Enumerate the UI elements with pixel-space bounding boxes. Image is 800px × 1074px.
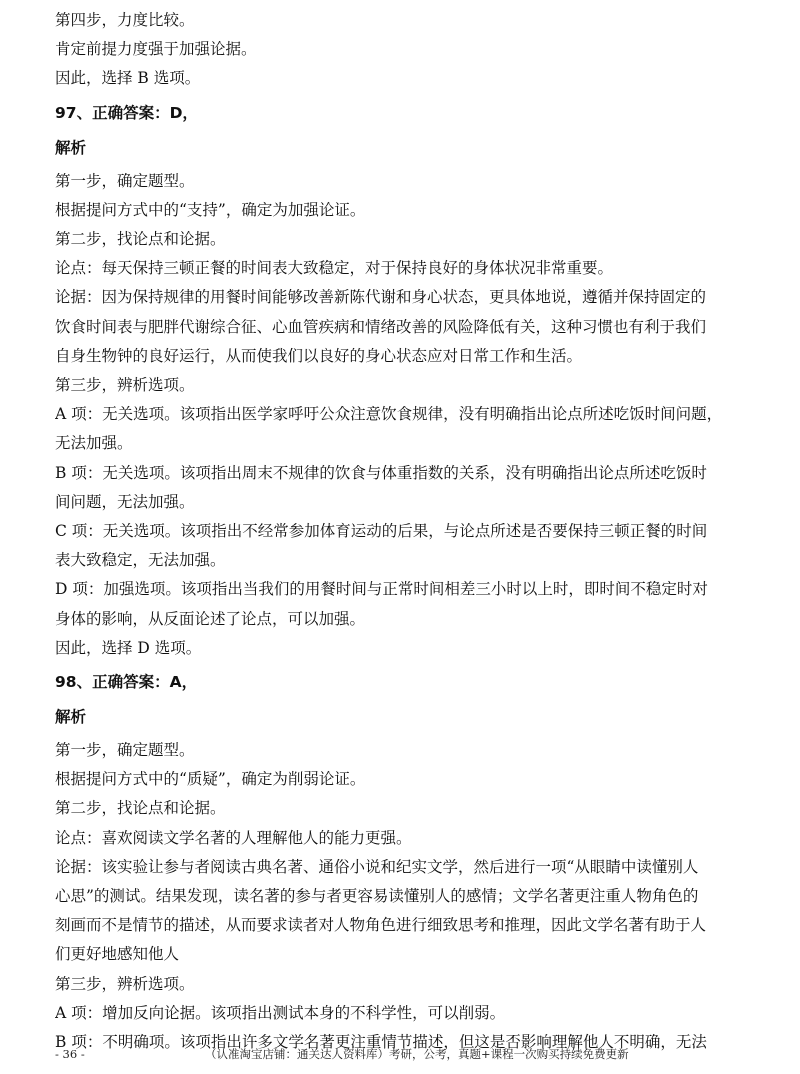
option-line: A 项：增加反向论据。该项指出测试本身的不科学性，可以削弱。: [55, 1003, 506, 1022]
text-line: 因此，选择 B 选项。: [55, 69, 201, 88]
text-line: 刻画而不是情节的描述，从而要求读者对人物角色进行细致思考和推理，因此文学名著有助于人: [55, 916, 707, 935]
answer-heading-98: 98、正确答案：A，: [55, 673, 198, 692]
option-line: 表大致稳定，无法加强。: [55, 551, 226, 570]
analysis-heading: 解析: [55, 138, 87, 157]
page-footer: [55, 1046, 755, 1062]
option-line: D 项：加强选项。该项指出当我们的用餐时间与正常时间相差三小时以上时，即时间不稳定时对: [55, 580, 708, 599]
option-line: C 项：无关选项。该项指出不经常参加体育运动的后果，与论点所述是否要保持三顿正餐的时间: [55, 522, 708, 541]
text-line: 肯定前提力度强于加强论据。: [55, 40, 257, 59]
option-line: 身体的影响，从反面论述了论点，可以加强。: [55, 609, 366, 628]
text-line: 根据提问方式中的“质疑”，确定为削弱论证。: [55, 770, 366, 789]
text-line: 论点：喜欢阅读文学名著的人理解他人的能力更强。: [55, 828, 412, 847]
text-line: 论据：该实验让参与者阅读古典名著、通俗小说和纪实文学，然后进行一项“从眼睛中读懂别人: [55, 857, 699, 876]
analysis-heading: 解析: [55, 708, 87, 727]
text-line: 因此，选择 D 选项。: [55, 638, 202, 657]
text-line: 论据：因为保持规律的用餐时间能够改善新陈代谢和身心状态，更具体地说，遵循并保持固定的: [55, 288, 707, 307]
option-line: A 项：无关选项。该项指出医学家呼吁公众注意饮食规律，没有明确指出论点所述吃饭时间问题，: [55, 405, 723, 424]
text-line: 第三步，辨析选项。: [55, 974, 195, 993]
text-line: 根据提问方式中的“支持”，确定为加强论证。: [55, 200, 366, 219]
text-line: 第一步，确定题型。: [55, 741, 195, 760]
text-line: 第二步，找论点和论据。: [55, 230, 226, 249]
footer-note: （认准淘宝店铺：通关达人资料库）考研，公考，真题+课程一次购买持续免费更新: [205, 1047, 629, 1061]
text-line: 第三步，辨析选项。: [55, 376, 195, 395]
page-content: [55, 6, 755, 1057]
text-line: 第二步，找论点和论据。: [55, 799, 226, 818]
answer-heading-97: 97、正确答案：D，: [55, 103, 198, 122]
text-line: 第一步，确定题型。: [55, 171, 195, 190]
text-line: 心思”的测试。结果发现，读名著的参与者更容易读懂别人的感情；文学名著更注重人物角色的: [55, 887, 699, 906]
text-line: 饮食时间表与肥胖代谢综合征、心血管疾病和情绪改善的风险降低有关，这种习惯也有利于我们: [55, 317, 707, 336]
page-number: - 36 -: [55, 1047, 85, 1061]
option-line: B 项：不明确项。该项指出许多文学名著更注重情节描述，但这是否影响理解他人不明确，无法: [55, 1033, 707, 1052]
option-line: B 项：无关选项。该项指出周末不规律的饮食与体重指数的关系，没有明确指出论点所述吃饭时: [55, 463, 707, 482]
text-line: 第四步，力度比较。: [55, 11, 195, 29]
option-line: 无法加强。: [55, 434, 133, 453]
text-line: 们更好地感知他人: [55, 945, 180, 964]
text-line: 论点：每天保持三顿正餐的时间表大致稳定，对于保持良好的身体状况非常重要。: [55, 259, 614, 278]
option-line: 间问题，无法加强。: [55, 492, 195, 511]
text-line: 自身生物钟的良好运行，从而使我们以良好的身心状态应对日常工作和生活。: [55, 346, 583, 365]
